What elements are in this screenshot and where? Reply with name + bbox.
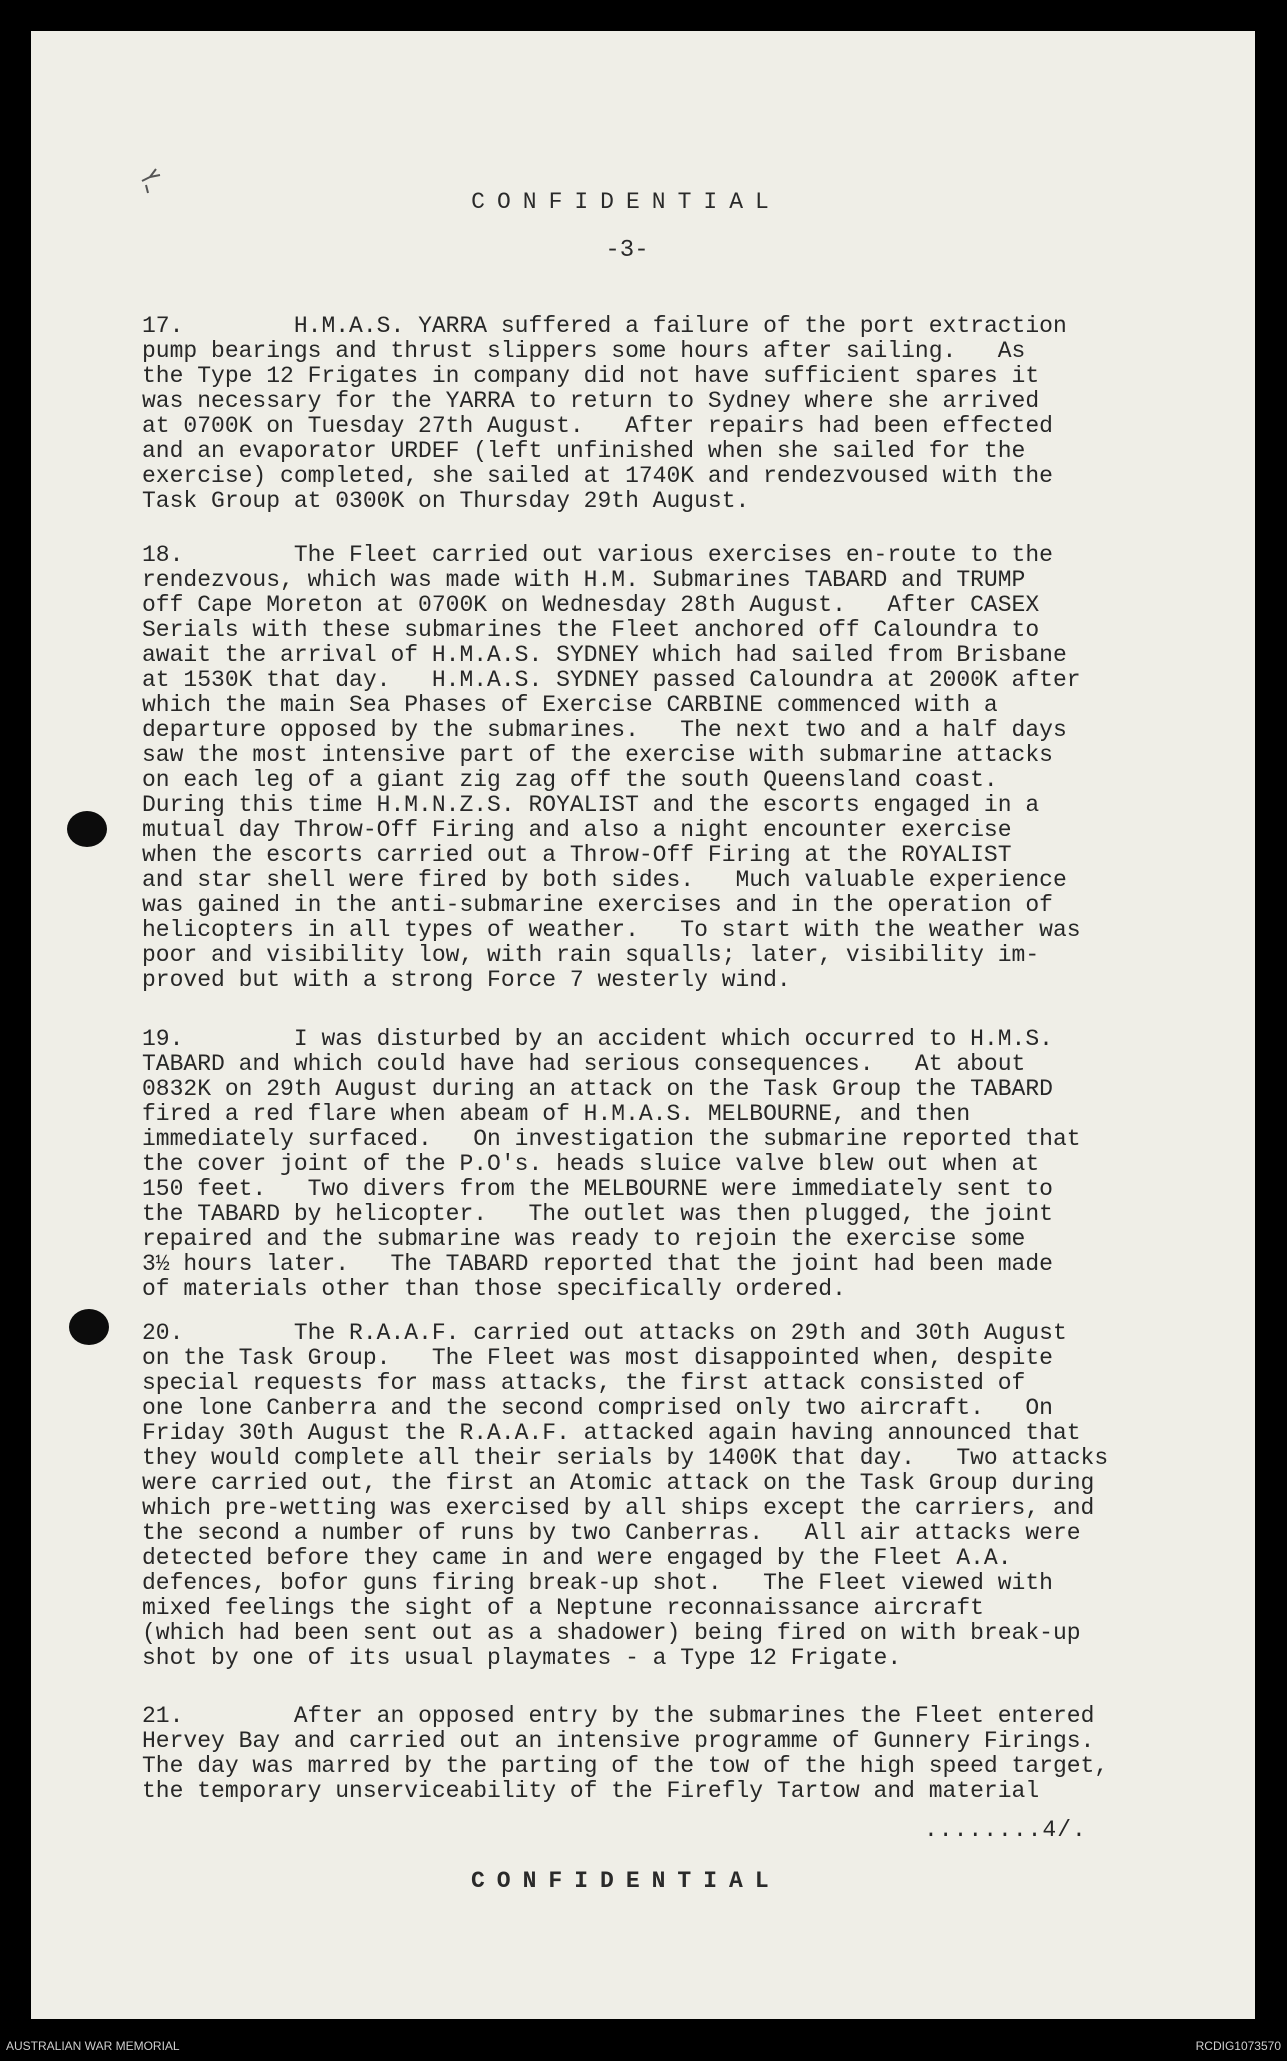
paragraph-line: on the Task Group. The Fleet was most disappointed when, despite — [142, 1345, 1053, 1371]
paragraph-line: rendezvous, which was made with H.M. Submarines TABARD and TRUMP — [142, 567, 1026, 593]
paragraph-line: they would complete all their serials by 1400K that day. Two attacks — [142, 1445, 1109, 1471]
paragraph-line: the Type 12 Frigates in company did not have sufficient spares it — [142, 363, 1040, 389]
paragraph-line: Friday 30th August the R.A.A.F. attacked again having announced that — [142, 1420, 1081, 1446]
archive-credit: AUSTRALIAN WAR MEMORIAL — [6, 2039, 180, 2053]
paragraph-line: mixed feelings the sight of a Neptune reconnaissance aircraft — [142, 1595, 984, 1621]
paragraph-line: one lone Canberra and the second comprised only two aircraft. On — [142, 1395, 1053, 1421]
paragraph-19 — [142, 1027, 1081, 1302]
paragraph-line: The Fleet carried out various exercises en-route to the — [293, 542, 1053, 568]
paragraph-line: (which had been sent out as a shadower) being fired on with break-up — [142, 1620, 1081, 1646]
paragraph-line: TABARD and which could have had serious consequences. At about — [142, 1051, 1026, 1077]
paragraph-number: 21. — [142, 1703, 184, 1729]
punch-hole — [69, 1309, 109, 1345]
paragraph-18 — [142, 543, 1081, 993]
paragraph-line: at 1530K that day. H.M.A.S. SYDNEY passed Caloundra at 2000K after — [142, 667, 1081, 693]
paragraph-line: which the main Sea Phases of Exercise CARBINE commenced with a — [142, 692, 998, 718]
paragraph-line: During this time H.M.N.Z.S. ROYALIST and the escorts engaged in a — [142, 792, 1040, 818]
paragraph-line: detected before they came in and were engaged by the Fleet A.A. — [142, 1545, 1012, 1571]
paragraph-line: H.M.A.S. YARRA suffered a failure of the port extraction — [293, 313, 1067, 339]
paragraph-line: proved but with a strong Force 7 westerly wind. — [142, 967, 791, 993]
paragraph-line: was gained in the anti-submarine exercises and in the operation of — [142, 892, 1053, 918]
paragraph-line: fired a red flare when abeam of H.M.A.S. MELBOURNE, and then — [142, 1101, 971, 1127]
paragraph-17 — [142, 314, 1067, 514]
paragraph-line: await the arrival of H.M.A.S. SYDNEY which had sailed from Brisbane — [142, 642, 1067, 668]
paragraph-line: at 0700K on Tuesday 27th August. After repairs had been effected — [142, 413, 1053, 439]
paragraph-number: 17. — [142, 313, 184, 339]
paragraph-number: 20. — [142, 1320, 184, 1346]
paragraph-line: when the escorts carried out a Throw-Off Firing at the ROYALIST — [142, 842, 1012, 868]
paragraph-line: 3½ hours later. The TABARD reported that the joint had been made — [142, 1251, 1053, 1277]
punch-hole — [67, 811, 107, 847]
paragraph-line: exercise) completed, she sailed at 1740K and rendezvoused with the — [142, 463, 1053, 489]
paragraph-line: the second a number of runs by two Canberras. All air attacks were — [142, 1520, 1081, 1546]
paragraph-line: repaired and the submarine was ready to rejoin the exercise some — [142, 1226, 1026, 1252]
paragraph-line: poor and visibility low, with rain squalls; later, visibility im- — [142, 942, 1040, 968]
paragraph-line: off Cape Moreton at 0700K on Wednesday 28th August. After CASEX — [142, 592, 1040, 618]
paragraph-21 — [142, 1704, 1108, 1804]
paragraph-line: the cover joint of the P.O's. heads sluice valve blew out when at — [142, 1151, 1040, 1177]
classification-header: CONFIDENTIAL — [471, 189, 781, 215]
paragraph-line: immediately surfaced. On investigation the submarine reported that — [142, 1126, 1081, 1152]
archive-id: RCDIG1073570 — [1195, 2039, 1281, 2053]
classification-footer: CONFIDENTIAL — [471, 1868, 781, 1894]
paragraph-line: were carried out, the first an Atomic attack on the Task Group during — [142, 1470, 1095, 1496]
paragraph-line: departure opposed by the submarines. The next two and a half days — [142, 717, 1067, 743]
paragraph-20 — [142, 1321, 1108, 1671]
paragraph-line: saw the most intensive part of the exercise with submarine attacks — [142, 742, 1053, 768]
paragraph-line: After an opposed entry by the submarines the Fleet entered — [293, 1703, 1095, 1729]
paragraph-number: 19. — [142, 1026, 184, 1052]
paragraph-number: 18. — [142, 542, 184, 568]
paragraph-line: pump bearings and thrust slippers some hours after sailing. As — [142, 338, 1026, 364]
paragraph-line: The R.A.A.F. carried out attacks on 29th and 30th August — [293, 1320, 1067, 1346]
paragraph-line: of materials other than those specifically ordered. — [142, 1276, 846, 1302]
paragraph-line: Task Group at 0300K on Thursday 29th August. — [142, 488, 750, 514]
paragraph-line: Serials with these submarines the Fleet anchored off Caloundra to — [142, 617, 1040, 643]
paragraph-line: defences, bofor guns firing break-up shot. The Fleet viewed with — [142, 1570, 1053, 1596]
paragraph-line: 0832K on 29th August during an attack on the Task Group the TABARD — [142, 1076, 1053, 1102]
paragraph-line: The day was marred by the parting of the tow of the high speed target, — [142, 1753, 1109, 1779]
paragraph-line: the TABARD by helicopter. The outlet was then plugged, the joint — [142, 1201, 1053, 1227]
paragraph-line: Hervey Bay and carried out an intensive programme of Gunnery Firings. — [142, 1728, 1095, 1754]
paragraph-line: which pre-wetting was exercised by all ships except the carriers, and — [142, 1495, 1095, 1521]
paragraph-line: helicopters in all types of weather. To start with the weather was — [142, 917, 1081, 943]
page-number: -3- — [605, 237, 649, 264]
paragraph-line: mutual day Throw-Off Firing and also a night encounter exercise — [142, 817, 1012, 843]
paragraph-line: 150 feet. Two divers from the MELBOURNE were immediately sent to — [142, 1176, 1053, 1202]
document-page — [31, 31, 1255, 2019]
continuation-marker: ........4/. — [924, 1817, 1087, 1843]
paragraph-line: shot by one of its usual playmates - a Type 12 Frigate. — [142, 1645, 902, 1671]
paragraph-line: the temporary unserviceability of the Firefly Tartow and material — [142, 1778, 1040, 1804]
paragraph-line: I was disturbed by an accident which occurred to H.M.S. — [293, 1026, 1053, 1052]
paragraph-line: and an evaporator URDEF (left unfinished when she sailed for the — [142, 438, 1026, 464]
paragraph-line: on each leg of a giant zig zag off the south Queensland coast. — [142, 767, 998, 793]
paragraph-line: was necessary for the YARRA to return to Sydney where she arrived — [142, 388, 1040, 414]
paragraph-line: special requests for mass attacks, the first attack consisted of — [142, 1370, 1026, 1396]
paragraph-line: and star shell were fired by both sides. Much valuable experience — [142, 867, 1067, 893]
